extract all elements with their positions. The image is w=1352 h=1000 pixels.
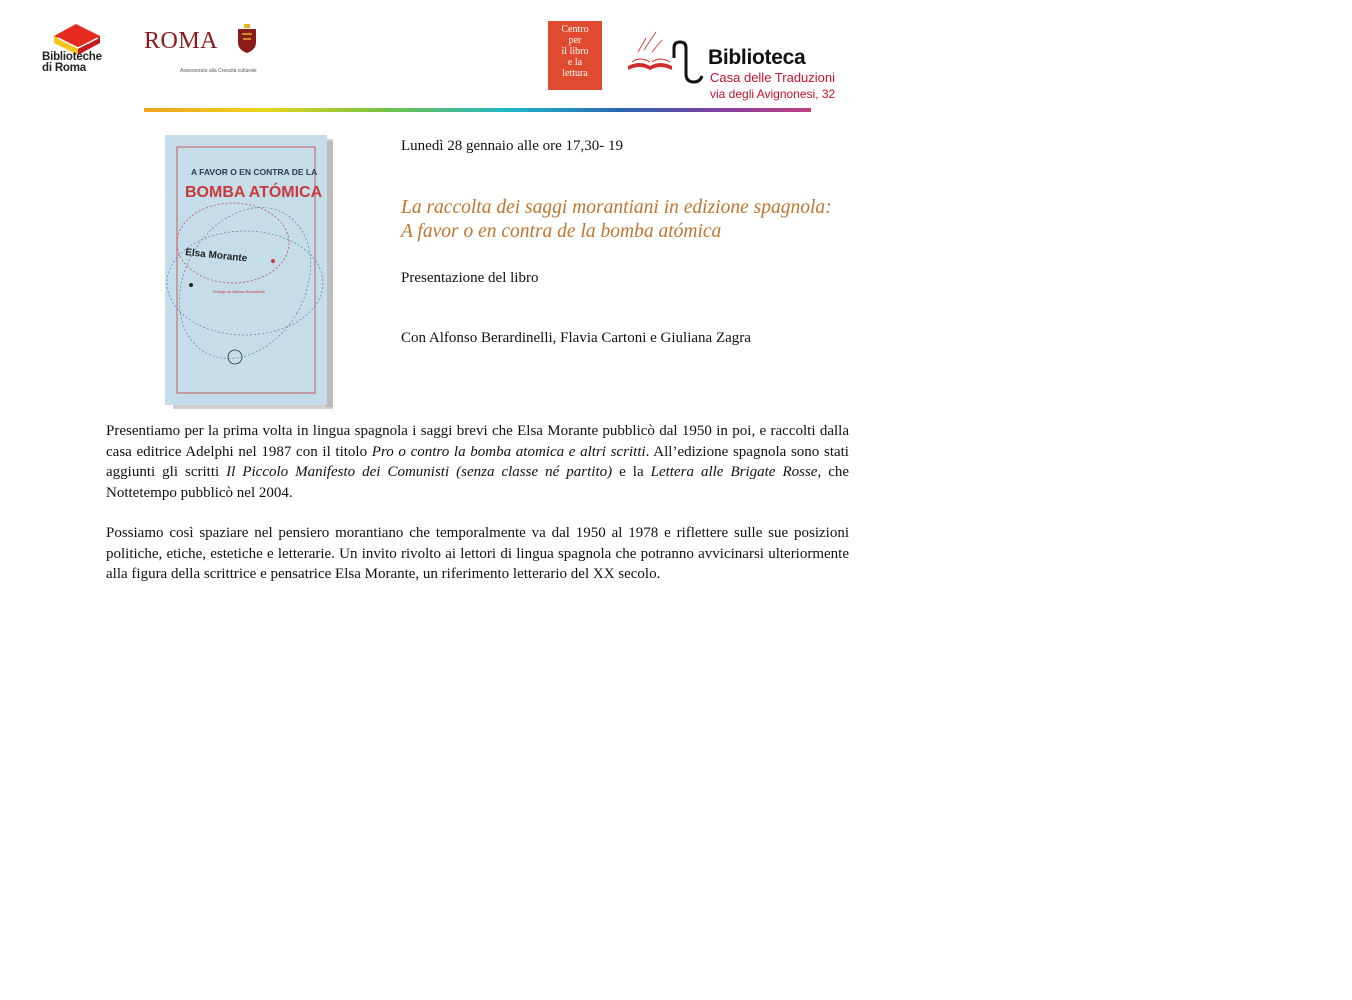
event-title-line1: La raccolta dei saggi morantiani in edizione spagnola: [401, 197, 832, 218]
biblioteca-title: Biblioteca [708, 46, 806, 69]
roma-subtitle: Assessorato alla Crescita culturale [180, 68, 257, 74]
biblioteca-casa-traduzioni-logo [626, 22, 866, 104]
logo-line1: Biblioteche [42, 51, 102, 63]
body-paragraph-1 [106, 421, 849, 503]
p1-italic-title: Pro o contro la bomba atomica e altri scritti [371, 443, 646, 460]
p1-italic-title: Lettera alle Brigate Rosse [650, 464, 818, 480]
biblioteca-subtitle: Casa delle Traduzioni [710, 70, 836, 85]
p1-text: Presentiamo per la prima volta in lingua spagnola i saggi brevi che Elsa Morante pubblicò dal 1950 in poi, e raccolti dalla casa editrice Adelphi nel 1987 con il titolo [106, 423, 849, 460]
centro-libro-lettura-logo [548, 21, 602, 90]
p1-text: e la [612, 464, 651, 480]
centro-line: il libro [561, 46, 589, 57]
biblioteca-address: via degli Avignonesi, 32 [710, 87, 836, 101]
rainbow-divider [144, 108, 811, 112]
centro-line: lettura [562, 68, 588, 79]
biblioteche-di-roma-logo [40, 22, 120, 82]
event-date: Lunedì 28 gennaio alle ore 17,30- 19 [401, 138, 624, 154]
event-title [401, 196, 871, 244]
cover-title: BOMBA ATÓMICA [185, 184, 323, 201]
event-speakers: Con Alfonso Berardinelli, Flavia Cartoni e Giuliana Zagra [401, 330, 751, 346]
roma-word: ROMA [144, 28, 219, 54]
p1-italic-title: Il Piccolo Manifesto dei Comunisti (senza classe né partito) [226, 464, 613, 480]
centro-line: per [568, 35, 582, 46]
centro-line: Centro [561, 24, 589, 35]
event-type: Presentazione del libro [401, 270, 539, 286]
cover-author: Elsa Morante [184, 247, 248, 265]
roma-coat-of-arms-icon [236, 24, 258, 54]
cover-credit: Prólogo de Alfonso Berardinelli [213, 290, 265, 294]
body-paragraph-2: Possiamo così spaziare nel pensiero morantiano che temporalmente va dal 1950 al 1978 e riflettere sulle sue posizioni politiche, etiche, estetiche e letterarie. Un invito rivolto ai lettori di lingua spagnola che potranno avvicinarsi ulteriormente alla figura della scrittrice e pensatrice Elsa Morante, un riferimento letterario del XX secolo. [106, 525, 849, 582]
open-book-icon [626, 22, 710, 92]
event-title-line2: A favor o en contra de la bomba atómica [401, 221, 722, 242]
centro-line: e la [567, 57, 583, 68]
roma-logo [144, 24, 274, 79]
book-cover-image [163, 133, 335, 411]
p1-text: , che Nottetempo pubblicò nel 2004. [106, 464, 850, 501]
cover-series-line: A FAVOR O EN CONTRA DE LA [191, 167, 318, 177]
logo-line2: di Roma [42, 62, 86, 74]
p1-text: . All’edizione spagnola sono stati aggiunti gli scritti [106, 443, 849, 480]
